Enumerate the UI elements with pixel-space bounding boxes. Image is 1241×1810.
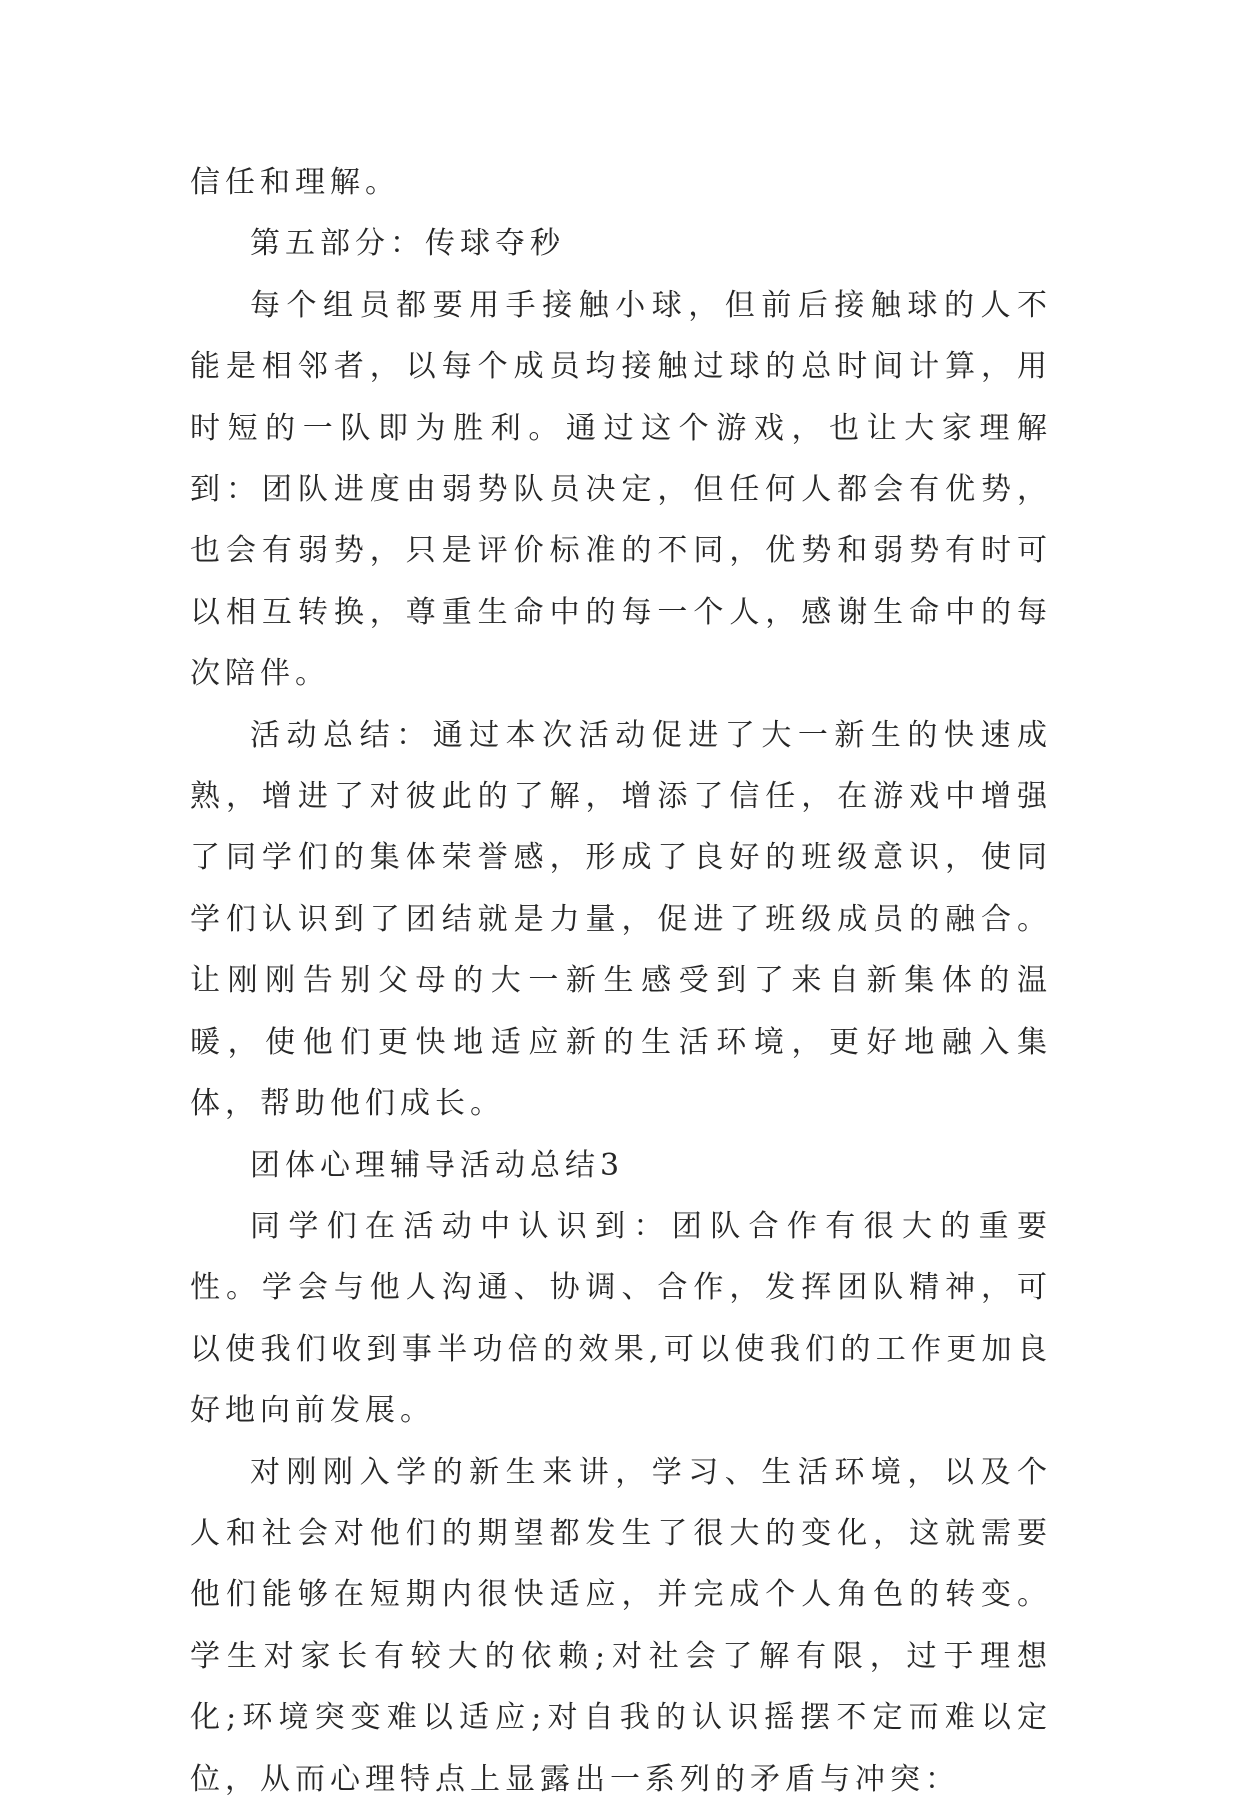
paragraph-new-students: 对刚刚入学的新生来讲，学习、生活环境，以及个人和社会对他们的期望都发生了很大的变化，这就需要他们能够在短期内很快适应，并完成个人角色的转变。学生对家长有较大的依赖;对社会了解有限，过于理想化;环境突变难以适应;对自我的认识摇摆不定而难以定位，从而心理特点上显露出一系列的矛盾与冲突： [190, 1454, 1052, 1797]
paragraph-continuation: 信任和理解。 [190, 165, 400, 200]
paragraph-activity-summary: 活动总结：通过本次活动促进了大一新生的快速成熟，增进了对彼此的了解，增添了信任，在游戏中增强了同学们的集体荣誉感，形成了良好的班级意识，使同学们认识到了团结就是力量，促进了班级成员的融合。让刚刚告别父母的大一新生感受到了来自新集体的温暖，使他们更快地适应新的生活环境，更好地融入集体，帮助他们成长。 [190, 717, 1052, 1122]
section-heading-summary-3: 团体心理辅导活动总结3 [250, 1147, 625, 1183]
section-heading-part-five: 第五部分：传球夺秒 [250, 226, 565, 262]
document-body [190, 152, 1052, 1810]
paragraph-teamwork: 同学们在活动中认识到：团队合作有很大的重要性。学会与他人沟通、协调、合作，发挥团队精神，可以使我们收到事半功倍的效果,可以使我们的工作更加良好地向前发展。 [190, 1208, 1052, 1429]
paragraph-ball-game: 每个组员都要用手接触小球，但前后接触球的人不能是相邻者，以每个成员均接触过球的总时间计算，用时短的一队即为胜利。通过这个游戏，也让大家理解到：团队进度由弱势队员决定，但任何人都会有优势，也会有弱势，只是评价标准的不同，优势和弱势有时可以相互转换，尊重生命中的每一个人，感谢生命中的每次陪伴。 [190, 287, 1052, 692]
